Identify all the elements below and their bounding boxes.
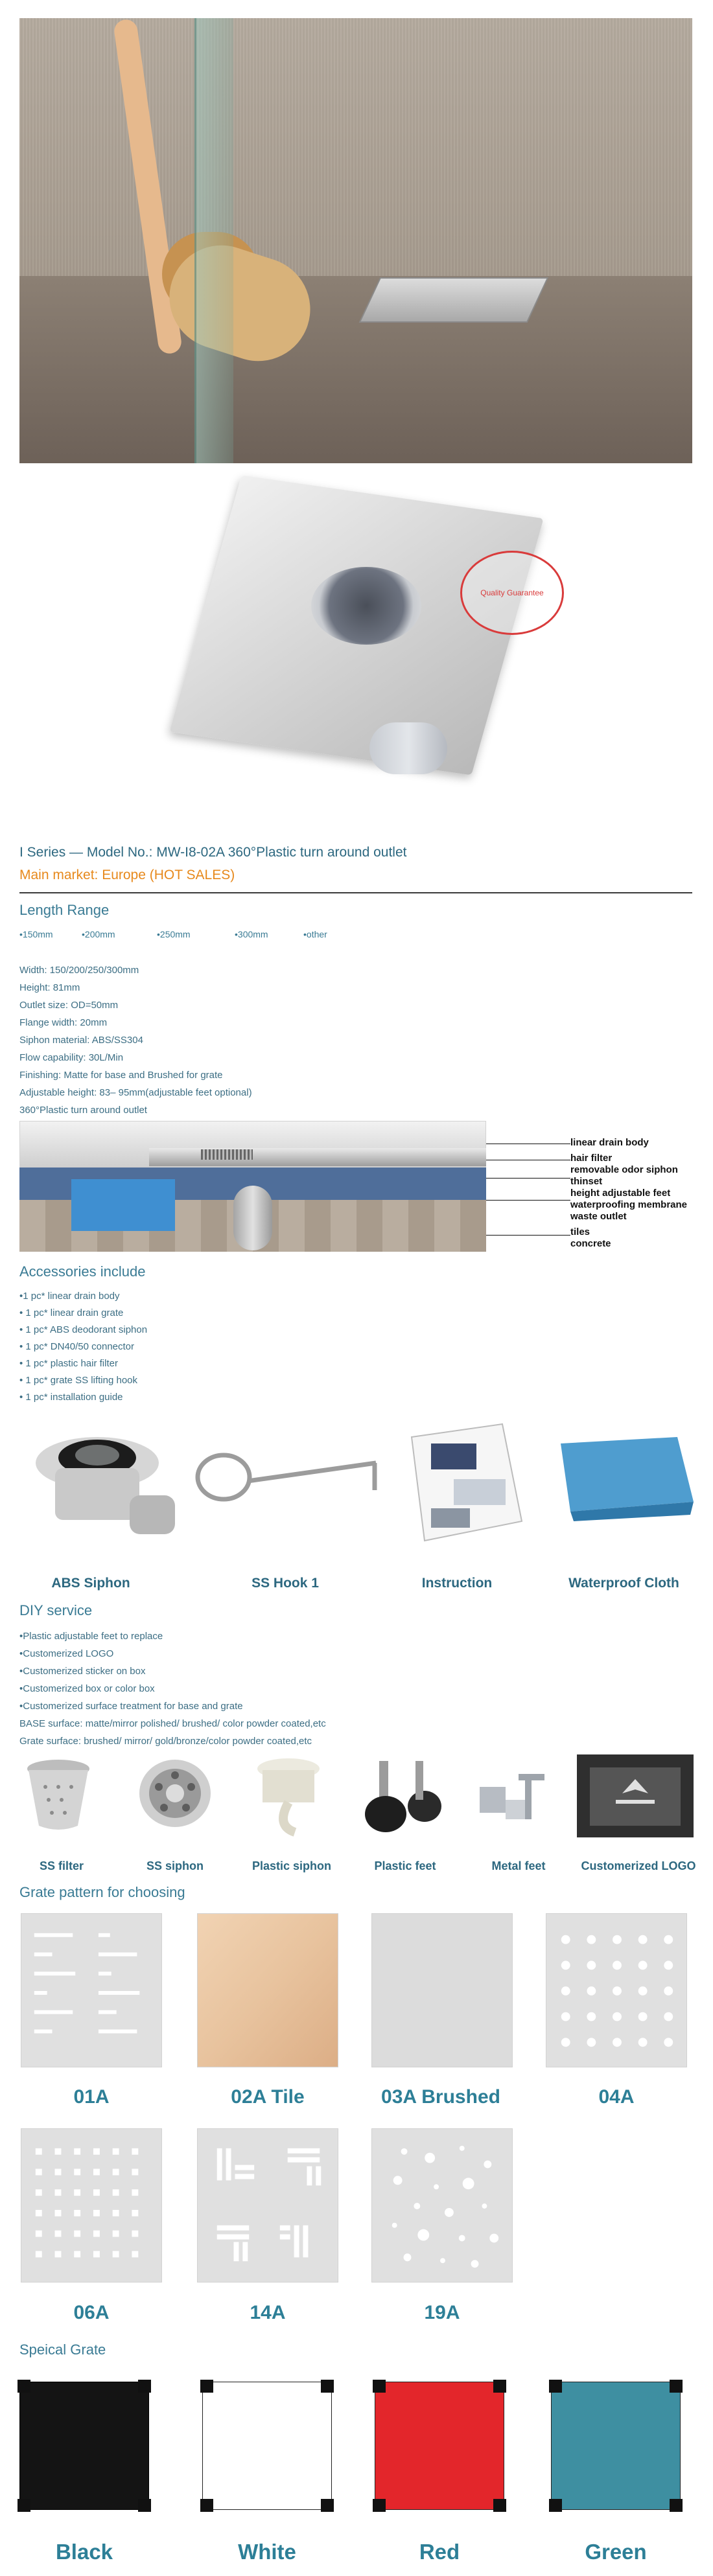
spec-item: Flange width: 20mm xyxy=(19,1017,108,1028)
drain-channel xyxy=(149,1148,486,1166)
grate-19a-icon xyxy=(371,2128,513,2283)
glass-shower-panel xyxy=(194,18,233,463)
white-grate-swatch xyxy=(202,2382,332,2510)
metal-feet-icon xyxy=(467,1754,557,1837)
grate-caption: 06A xyxy=(73,2302,110,2323)
spec-item: Siphon material: ABS/SS304 xyxy=(19,1035,143,1046)
grate-caption: 14A xyxy=(250,2302,286,2323)
product-photo xyxy=(162,476,603,781)
color-caption: Green xyxy=(585,2540,647,2564)
outlet-pipe xyxy=(369,722,447,774)
option-caption: Metal feet xyxy=(491,1859,546,1872)
divider xyxy=(19,892,692,893)
accessory-item: • 1 pc* DN40/50 connector xyxy=(19,1341,135,1352)
black-grate-swatch xyxy=(19,2382,149,2510)
grate-06a-icon xyxy=(21,2128,162,2283)
model-line: I Series — Model No.: MW-I8-02A 360°Plastic turn around outlet xyxy=(19,845,407,860)
accessory-caption: Instruction xyxy=(421,1576,493,1591)
accessories-list xyxy=(19,1288,147,1406)
diagram-label: height adjustable feet xyxy=(570,1188,671,1199)
option-caption: Plastic feet xyxy=(374,1859,436,1872)
quality-seal-stamp xyxy=(460,551,564,635)
accessory-item: •1 pc* linear drain body xyxy=(19,1291,120,1302)
grate-caption: 02A Tile xyxy=(231,2086,305,2108)
leader-line xyxy=(486,1178,570,1179)
spec-item: Finishing: Matte for base and Brushed for grate xyxy=(19,1070,223,1081)
diagram-label: concrete xyxy=(570,1238,611,1249)
filter-icon xyxy=(19,1754,97,1837)
cloth-icon xyxy=(548,1418,700,1547)
drain-outlet-hole xyxy=(311,567,421,645)
market-line: Main market: Europe (HOT SALES) xyxy=(19,868,235,882)
length-option: •300mm xyxy=(235,929,268,939)
option-caption: SS siphon xyxy=(146,1859,204,1872)
diy-item: •Customerized surface treatment for base and grate xyxy=(19,1701,243,1712)
spec-item: Flow capability: 30L/Min xyxy=(19,1052,124,1063)
length-range-title: Length Range xyxy=(19,902,110,918)
leader-line xyxy=(486,1200,570,1201)
diagram-label: tiles xyxy=(570,1226,590,1237)
diy-item: BASE surface: matte/mirror polished/ brushed/ color powder coated,etc xyxy=(19,1718,326,1729)
diy-item: •Customerized box or color box xyxy=(19,1683,155,1694)
accessory-caption: ABS Siphon xyxy=(51,1576,130,1591)
length-option: •250mm xyxy=(157,929,191,939)
color-caption: Black xyxy=(55,2540,113,2564)
option-caption: SS filter xyxy=(39,1859,84,1872)
grate-caption: 03A Brushed xyxy=(381,2086,500,2108)
logo-icon xyxy=(577,1754,694,1837)
spec-item: 360°Plastic turn around outlet xyxy=(19,1105,147,1116)
floor-tiles xyxy=(19,276,692,463)
color-caption: White xyxy=(238,2540,296,2564)
diy-item: •Plastic adjustable feet to replace xyxy=(19,1631,163,1642)
accessory-item: • 1 pc* installation guide xyxy=(19,1392,123,1403)
instruction-sheet-icon xyxy=(392,1418,535,1547)
installation-diagram xyxy=(19,1121,486,1252)
diagram-label: hair filter xyxy=(570,1153,613,1164)
option-caption: Plastic siphon xyxy=(251,1859,332,1872)
grate-02a-tile-icon xyxy=(197,1913,338,2067)
diagram-label: removable odor siphon xyxy=(570,1164,678,1175)
diagram-label: thinset xyxy=(570,1176,603,1187)
grate-14a-icon xyxy=(197,2128,338,2283)
diagram-label: linear drain body xyxy=(570,1137,649,1148)
plastic-siphon-icon xyxy=(250,1754,327,1837)
color-caption: Red xyxy=(419,2540,460,2564)
feet-icon xyxy=(353,1754,444,1837)
waste-pipe xyxy=(233,1186,272,1250)
floor-drain xyxy=(359,277,549,323)
ss-siphon-icon xyxy=(133,1754,217,1837)
grate-pattern-title: Grate pattern for choosing xyxy=(19,1884,185,1900)
spec-item: Height: 81mm xyxy=(19,982,80,993)
accessory-caption: Waterproof Cloth xyxy=(568,1576,679,1591)
spec-item: Adjustable height: 83– 95mm(adjustable feet optional) xyxy=(19,1087,252,1098)
accessory-caption: SS Hook 1 xyxy=(251,1576,319,1591)
accessory-item: • 1 pc* ABS deodorant siphon xyxy=(19,1324,148,1335)
grate-caption: 19A xyxy=(424,2302,460,2323)
length-option: •other xyxy=(303,929,327,939)
spec-list xyxy=(19,961,252,1119)
option-caption: Customerized LOGO xyxy=(581,1859,696,1872)
grate-03a-brushed-icon xyxy=(371,1913,513,2067)
diy-item: Grate surface: brushed/ mirror/ gold/bronze/color powder coated,etc xyxy=(19,1736,312,1747)
siphon-icon xyxy=(19,1418,188,1547)
seal-text: Quality Guarantee xyxy=(480,588,544,597)
leader-line xyxy=(486,1235,570,1236)
spec-item: Width: 150/200/250/300mm xyxy=(19,965,139,976)
special-grate-title: Speical Grate xyxy=(19,2341,106,2358)
diagram-label: waterproofing membrane xyxy=(570,1199,688,1210)
drain-grate xyxy=(201,1149,253,1160)
red-grate-swatch xyxy=(375,2382,504,2510)
waterproof-panel xyxy=(71,1179,175,1231)
grate-caption: 04A xyxy=(598,2086,635,2108)
accessory-item: • 1 pc* plastic hair filter xyxy=(19,1358,118,1369)
accessory-item: • 1 pc* linear drain grate xyxy=(19,1307,124,1318)
accessories-title: Accessories include xyxy=(19,1263,146,1280)
diy-item: •Customerized LOGO xyxy=(19,1648,114,1659)
diy-item: •Customerized sticker on box xyxy=(19,1666,146,1677)
diagram-label: waste outlet xyxy=(570,1211,627,1222)
length-option: •200mm xyxy=(82,929,115,939)
diy-title: DIY service xyxy=(19,1602,93,1618)
green-grate-swatch xyxy=(551,2382,681,2510)
grate-04a-icon xyxy=(546,1913,687,2067)
diy-list xyxy=(19,1627,326,1750)
hook-icon xyxy=(188,1418,382,1547)
grate-01a-icon xyxy=(21,1913,162,2067)
grate-caption: 01A xyxy=(73,2086,110,2108)
spec-item: Outlet size: OD=50mm xyxy=(19,1000,119,1011)
length-option: •150mm xyxy=(19,929,53,939)
bathroom-hero-photo xyxy=(19,18,692,463)
accessory-item: • 1 pc* grate SS lifting hook xyxy=(19,1375,138,1386)
